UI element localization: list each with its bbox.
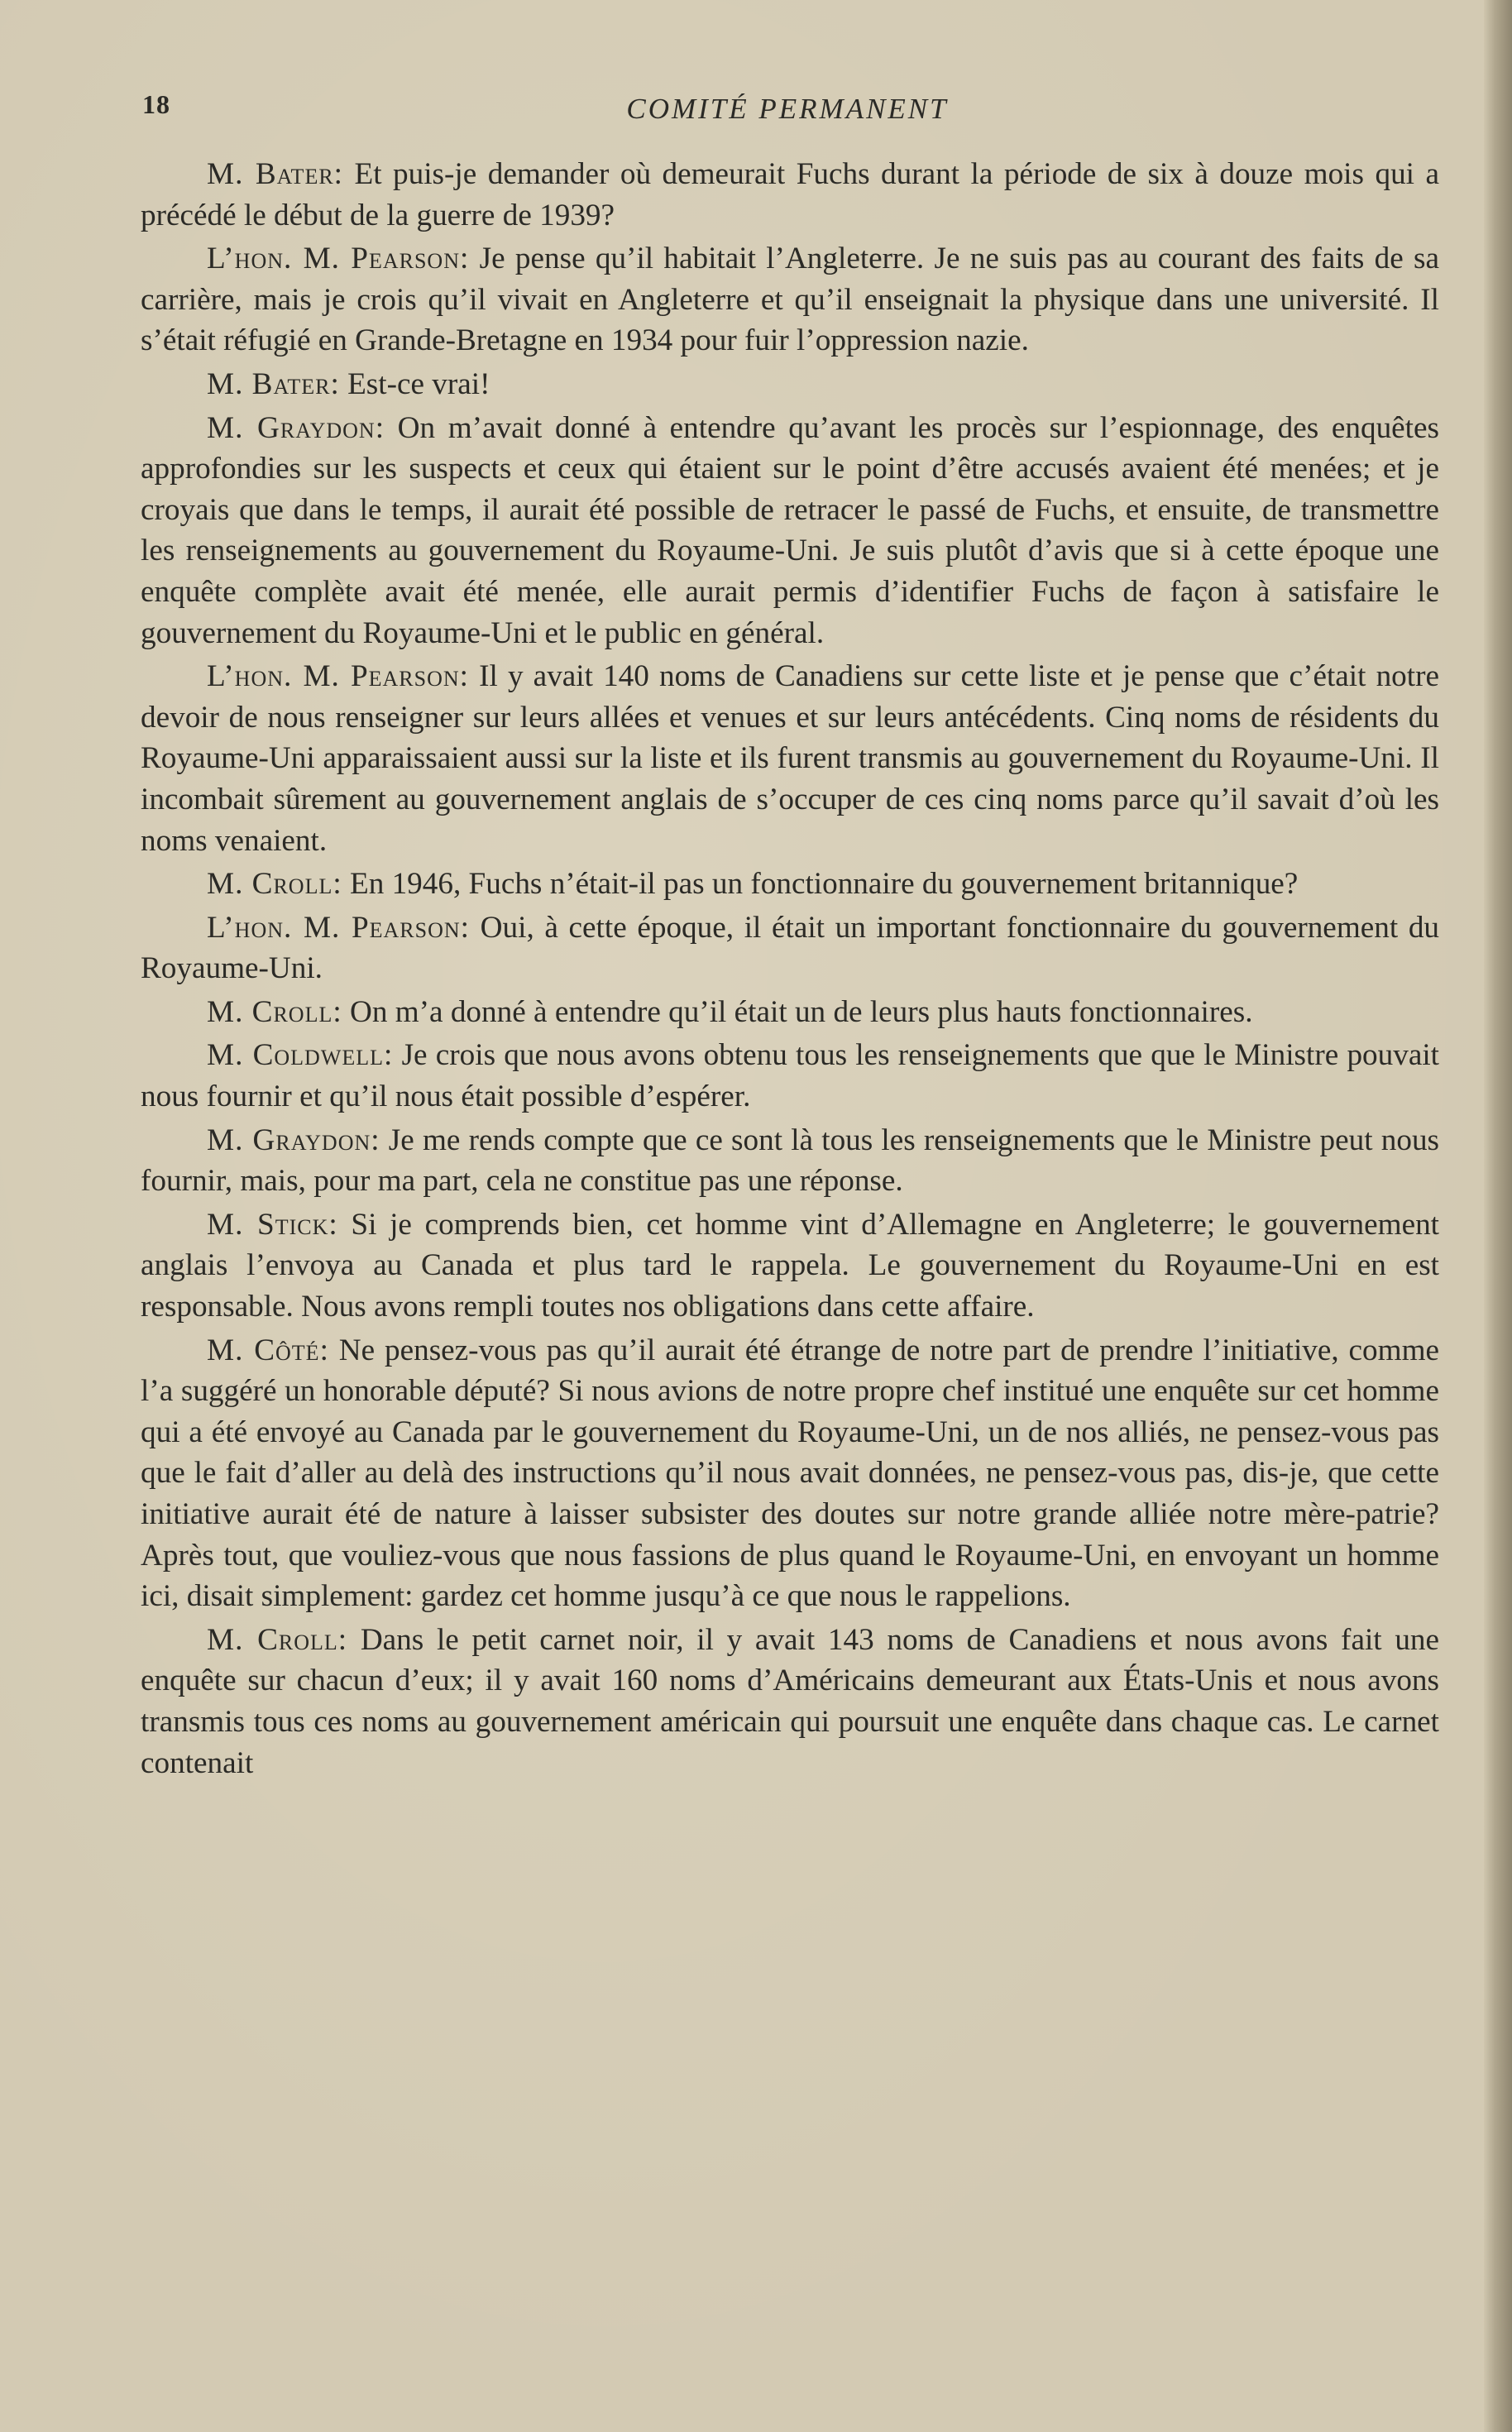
paragraph: [141, 408, 1439, 654]
paragraph-text: Il y avait 140 noms de Canadiens sur cette liste et je pense que c’était notre devoir de nous renseigner sur leurs allées et venues et sur leurs antécédents. Cinq noms de résidents du Royaume-Uni apparaissaient aussi sur la liste et ils furent transmis au gouvernement du Royaume-Uni. Il incombait sûrement au gouvernement anglais de s’occuper de ces cinq noms parce qu’il savait d’où les noms venaient.: [141, 659, 1439, 858]
speaker-name: L’hon. M. Pearson:: [207, 659, 469, 694]
paragraph-text: On m’a donné à entendre qu’il était un de leurs plus hauts fonctionnaires.: [349, 994, 1253, 1029]
page-header: [142, 89, 1433, 136]
page-edge-shadow: [1484, 0, 1512, 2432]
paragraph: [141, 1330, 1439, 1617]
paragraph-text: En 1946, Fuchs n’était-il pas un fonctionnaire du gouvernement britannique?: [349, 867, 1299, 902]
speaker-name: M. Graydon:: [207, 410, 385, 445]
paragraph: [141, 364, 1439, 405]
speaker-name: M. Stick:: [207, 1207, 338, 1242]
paragraph: [141, 656, 1439, 861]
paragraph: [141, 1035, 1439, 1117]
transcript-body: [141, 154, 1439, 1786]
paragraph: [141, 864, 1439, 905]
paragraph-text: Et puis-je demander où demeurait Fuchs durant la période de six à douze mois qui a précédé le début de la guerre de 1939?: [141, 157, 1440, 232]
speaker-name: M. Croll:: [207, 994, 342, 1029]
speaker-name: M. Graydon:: [207, 1123, 380, 1157]
page-number: 18: [142, 89, 170, 119]
paragraph: [141, 907, 1439, 989]
speaker-name: M. Côté:: [207, 1333, 329, 1367]
paragraph: [141, 1204, 1439, 1328]
speaker-name: M. Croll:: [207, 867, 342, 902]
paragraph-text: Si je comprends bien, cet homme vint d’Allemagne en Angleterre; le gouvernement anglais l’envoya au Canada et plus tard le rappela. Le gouvernement du Royaume-Uni en est responsable. Nous avons rempli toutes nos obligations dans cette affaire.: [141, 1207, 1439, 1324]
paragraph-text: On m’avait donné à entendre qu’avant les procès sur l’espionnage, des enquêtes approfondies sur les suspects et ceux qui étaient sur le point d’être accusés avaient été menées; et je croyais que dans le temps, il aurait été possible de retracer le passé de Fuchs, et ensuite, de transmettre les renseignements au gouvernement du Royaume-Uni. Je suis plutôt d’avis que si à cette époque une enquête complète avait été menée, elle aurait permis d’identifier Fuchs de façon à satisfaire le gouvernement du Royaume-Uni et le public en général.: [141, 410, 1439, 650]
paragraph-text: Dans le petit carnet noir, il y avait 143 noms de Canadiens et nous avons fait une enquête sur chacun d’eux; il y avait 160 noms d’Américains demeurant aux États-Unis et nous avons transmis tous ces noms au gouvernement américain qui poursuit une enquête dans chaque cas. Le carnet contenait: [141, 1622, 1440, 1780]
speaker-name: L’hon. M. Pearson:: [207, 910, 470, 945]
paragraph: [141, 238, 1439, 361]
paragraph: [141, 992, 1439, 1033]
paragraph: [141, 1120, 1439, 1202]
paragraph: [141, 154, 1439, 236]
speaker-name: L’hon. M. Pearson:: [207, 242, 470, 276]
speaker-name: M. Coldwell:: [207, 1038, 394, 1073]
paragraph-text: Je me rends compte que ce sont là tous les renseignements que le Ministre peut nous fournir, mais, pour ma part, cela ne constitue pas une réponse.: [141, 1123, 1440, 1199]
speaker-name: M. Croll:: [207, 1622, 348, 1657]
paragraph: [141, 1620, 1439, 1783]
speaker-name: M. Bater:: [207, 157, 343, 191]
paragraph-text: Ne pensez-vous pas qu’il aurait été étrange de notre part de prendre l’initiative, comme l’a suggéré un honorable député? Si nous avions de notre propre chef institué une enquête sur cet homme qui a été envoyé au Canada par le gouvernement du Royaume-Uni, un de nos alliés, ne pensez-vous pas que le fait d’aller au delà des instructions qu’il nous avait données, ne pensez-vous pas, dis-je, que cette initiative aurait été de nature à laisser subsister des doutes sur notre grande alliée notre mère-patrie? Après tout, que vouliez-vous que nous fassions de plus quand le Royaume-Uni, en envoyant un homme ici, disait simplement: gardez cet homme jusqu’à ce que nous le rappelions.: [141, 1333, 1440, 1614]
speaker-name: M. Bater:: [207, 366, 340, 401]
paragraph-text: Oui, à cette époque, il était un important fonctionnaire du gouvernement du Royaume-Uni.: [141, 910, 1440, 986]
paragraph-text: Est-ce vrai!: [347, 366, 490, 401]
running-title: COMITÉ PERMANENT: [626, 93, 949, 125]
paragraph-text: Je crois que nous avons obtenu tous les renseignements que que le Ministre pouvait nous fournir et qu’il nous était possible d’espérer.: [141, 1038, 1439, 1114]
paragraph-text: Je pense qu’il habitait l’Angleterre. Je ne suis pas au courant des faits de sa carrière, mais je crois qu’il vivait en Angleterre et qu’il enseignait la physique dans une université. Il s’était réfugié en Grande-Bretagne en 1934 pour fuir l’oppression nazie.: [141, 242, 1440, 358]
